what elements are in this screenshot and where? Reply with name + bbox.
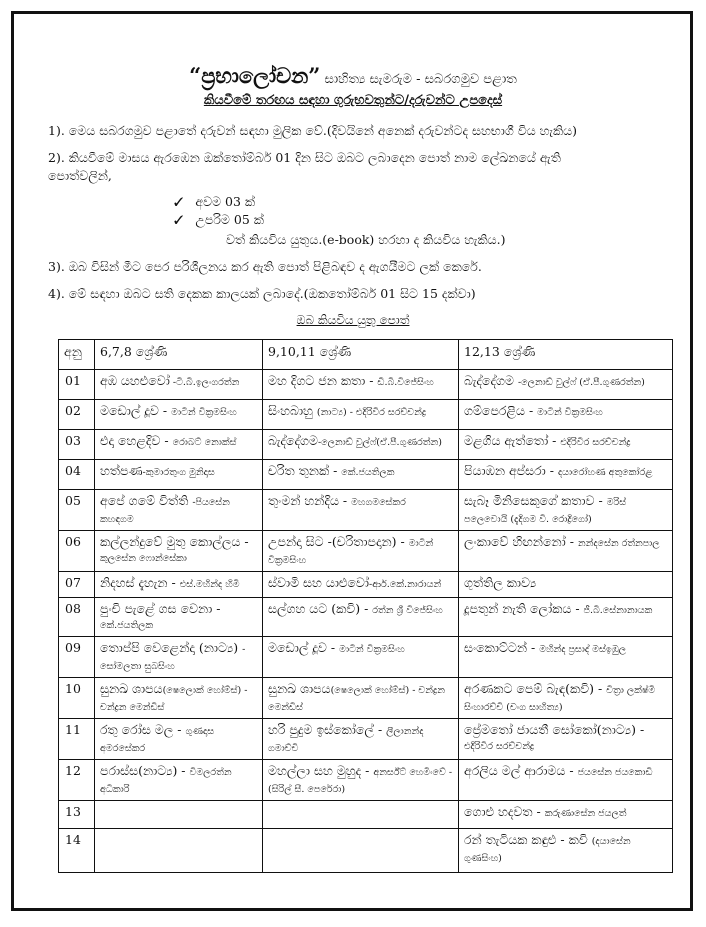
row-number: 04 bbox=[59, 460, 95, 490]
book-author: කුලසේන ෆොන්සේකා bbox=[100, 553, 187, 564]
book-author: -ටී.බී.ඉලංගරත්න bbox=[169, 377, 240, 388]
book-cell-col1 bbox=[95, 760, 263, 801]
book-list-table bbox=[58, 339, 673, 873]
book-cell-col2 bbox=[263, 598, 459, 637]
book-author: කරුණාසේන ජයලත් bbox=[544, 808, 627, 819]
book-cell-col2 bbox=[263, 430, 459, 460]
header-grade-9-11: 9,10,11 ශ්‍රේණි bbox=[263, 340, 459, 370]
instruction-1: 1). මෙය සබරගමුව පළාතේ දරුවන් සඳහා මුලික වේ.(දිවයිනේ අනෙක් දරුවන්ටද සහභාගී විය හැකිය) bbox=[48, 123, 578, 138]
check-icon: ✓ bbox=[174, 212, 184, 227]
book-cell-col1 bbox=[95, 598, 263, 637]
table-row bbox=[59, 801, 673, 829]
book-author: - සෝමලතා සුබසිංහ bbox=[100, 644, 246, 672]
book-author: -ලෙනාඩ් වුල්ෆ්(ඒ.පී.ගුණරත්න) bbox=[317, 437, 442, 448]
book-cell-col3 bbox=[459, 801, 673, 829]
book-author: ගුණදාස අමරසේකර bbox=[100, 726, 215, 754]
book-cell-col3 bbox=[459, 678, 673, 719]
table-row bbox=[59, 400, 673, 430]
book-cell-col2 bbox=[263, 760, 459, 801]
book-author: රත්න ශ්‍රී විජේසිංහ bbox=[372, 605, 443, 616]
row-number: 03 bbox=[59, 430, 95, 460]
book-cell-col2 bbox=[263, 572, 459, 598]
book-author: රොබට් නොක්ස් bbox=[172, 437, 237, 448]
book-author: (දයාසේන ගුණසිංහ) bbox=[464, 836, 631, 864]
row-number: 11 bbox=[59, 719, 95, 760]
book-author: (ෂෙලොක් හෝම්ස්) - චන්ද්‍රන මෙන්ඩිස් bbox=[100, 685, 248, 713]
book-title: අරණකට පෙම් බැඳ(කවි) - bbox=[464, 681, 607, 696]
book-cell-col1 bbox=[95, 400, 263, 430]
book-cell-col3 bbox=[459, 490, 673, 531]
book-title: කල්ලන්දුවේ මුතු කොල්ලය - bbox=[100, 534, 249, 549]
row-number: 05 bbox=[59, 490, 95, 531]
book-author: නන්දසේන රත්නපාල bbox=[577, 538, 660, 549]
book-title: තොප්පි වෙළෙන්දා (නාට්‍ය) bbox=[100, 640, 243, 655]
book-author: එදිරිවීර සරච්චන්ද්‍ර bbox=[464, 741, 535, 752]
book-title: බැද්දේගම bbox=[268, 433, 318, 448]
table-row bbox=[59, 760, 673, 801]
book-title: සැබෑ මිනිසෙකුගේ කතාව - bbox=[464, 493, 607, 508]
book-title: මහ දිගට ජන කතා - bbox=[268, 373, 378, 388]
book-author: චිත්‍රා ලක්ෂ්මී සිංහාරච්චි (චංග සාහිත්‍ය) bbox=[464, 685, 656, 713]
title-main: “ප්‍රභාලෝචන” bbox=[189, 63, 321, 88]
book-cell-col1 bbox=[95, 678, 263, 719]
book-author: -පියසේන කහඳගම bbox=[100, 497, 230, 525]
book-title: මඩොල් දූව - bbox=[268, 640, 340, 655]
book-title: උපන්දා සිට -(චරිතාපදාන) - bbox=[268, 534, 409, 549]
book-author: කේ.ජයතිලක bbox=[341, 467, 395, 478]
book-title: අරලිය මල් ආරාමය - bbox=[464, 763, 578, 778]
book-title: බැද්දේගම bbox=[464, 373, 518, 388]
book-cell-col1 bbox=[95, 430, 263, 460]
book-title: මඩොල් දූව - bbox=[100, 403, 172, 418]
book-cell-col2 bbox=[263, 678, 459, 719]
table-row bbox=[59, 490, 673, 531]
book-title: චරිත තුනක් - bbox=[268, 463, 342, 478]
book-cell-col1 bbox=[95, 460, 263, 490]
row-number: 06 bbox=[59, 531, 95, 572]
book-author: විමලරත්න අධිකාරි bbox=[100, 767, 232, 795]
book-author: ජයසේන ජයකොඩි bbox=[577, 767, 653, 778]
row-number: 14 bbox=[59, 829, 95, 873]
book-cell-col3 bbox=[459, 637, 673, 678]
book-title: සිංහබාහු bbox=[268, 403, 317, 418]
book-author: ඩී.බී.විජේසිංහ bbox=[377, 377, 434, 388]
table-row bbox=[59, 460, 673, 490]
book-cell-col2 bbox=[263, 400, 459, 430]
check-item-max bbox=[174, 212, 264, 228]
book-author: මාටින් වික්‍රමසිංහ bbox=[171, 407, 237, 418]
books-heading: ඔබ කියවිය යුතු පොත් bbox=[296, 313, 410, 327]
book-author: එස්.මහින්ද හිමි bbox=[179, 579, 240, 590]
book-cell-col2 bbox=[263, 719, 459, 760]
book-cell-col2 bbox=[263, 370, 459, 400]
instruction-2-line2: පොත්වලින්, bbox=[48, 168, 112, 183]
book-cell-col2 bbox=[263, 460, 459, 490]
book-author: මාටින් වික්‍රමසිංහ bbox=[537, 407, 603, 418]
book-title: රන් තැටියක කඳුළු - කවි bbox=[464, 832, 592, 847]
book-title: තුංමන් හන්දිය - bbox=[268, 493, 352, 508]
book-cell-col3 bbox=[459, 460, 673, 490]
book-title: ගොළු හදවත - bbox=[464, 804, 545, 819]
book-cell-col2 bbox=[263, 490, 459, 531]
book-cell-col3 bbox=[459, 430, 673, 460]
book-cell-col2 bbox=[263, 829, 459, 873]
book-title: පරාස්ස(නාට්‍ය) - bbox=[100, 763, 190, 778]
table-row bbox=[59, 430, 673, 460]
book-author: මාටින් වික්‍රමසිංහ bbox=[268, 538, 434, 566]
book-title: අඹ යහළුවෝ bbox=[100, 373, 170, 388]
instruction-2-line3: වත් කියවිය යුතුය.(e-book) හරහා ද කියවිය හැකිය.) bbox=[226, 232, 506, 247]
book-cell-col3 bbox=[459, 572, 673, 598]
book-title: පියාඹන අප්සරා - bbox=[464, 463, 558, 478]
book-cell-col3 bbox=[459, 598, 673, 637]
table-row bbox=[59, 829, 673, 873]
book-author: මරිස් පලෙවොයි (දැදිගම වී. රොද්‍රිගෝ) bbox=[464, 497, 627, 525]
book-author: ජී.බී.සේනානායක bbox=[583, 605, 653, 616]
book-title: හත්පණ bbox=[100, 463, 143, 478]
book-author: එදිරිවීර සරච්චන්ද්‍ර bbox=[560, 437, 631, 448]
book-author: (ෂෙලොක් හෝම්ස්) - චන්ද්‍රන මෙන්ඩිස් bbox=[268, 685, 445, 713]
table-row bbox=[59, 531, 673, 572]
row-number: 09 bbox=[59, 637, 95, 678]
book-title: ගුත්තිල කාව්‍ය bbox=[464, 575, 537, 590]
instruction-4: 4). මේ සඳහා ඔබට සති දෙකක කාලයක් ලබාදේ.(ඔකතෝම්බර් 01 සිට 15 දක්වා) bbox=[48, 286, 476, 301]
book-cell-col3 bbox=[459, 531, 673, 572]
check-item-min bbox=[174, 194, 255, 210]
book-author: දයාරෝහණ අතුකෝරළ bbox=[557, 467, 653, 478]
table-row bbox=[59, 719, 673, 760]
page-subtitle: කියවීමේ තරඟය සඳහා ගුරුභවතුන්ට/දරුවන්ට උපදෙස් bbox=[203, 93, 503, 108]
book-author: අනර්ස්ට් හෙමිංවේ - (සිරිල් සී. පෙරේරා) bbox=[268, 767, 453, 795]
book-title: නිදහස් දැහැන - bbox=[100, 575, 180, 590]
book-title: ප්‍රේමතෝ ජායතී සෝකෝ(නාට්‍ය) - bbox=[464, 722, 645, 737]
row-number: 10 bbox=[59, 678, 95, 719]
book-cell-col3 bbox=[459, 370, 673, 400]
row-number: 08 bbox=[59, 598, 95, 637]
row-number: 01 bbox=[59, 370, 95, 400]
book-cell-col2 bbox=[263, 801, 459, 829]
book-title: සුනඛ ශාපය bbox=[100, 681, 163, 696]
table-row bbox=[59, 598, 673, 637]
instruction-3: 3). ඔබ විසින් මීට පෙර පරිශීලනය කර ඇති පොත් පිළිබඳව ද ඇගයීමට ලක් කෙරේ. bbox=[48, 259, 482, 274]
book-title: රතු රෝස මල - bbox=[100, 722, 186, 737]
book-title: සුනඛ ශාපය bbox=[268, 681, 331, 696]
book-cell-col1 bbox=[95, 637, 263, 678]
book-cell-col1 bbox=[95, 370, 263, 400]
book-title: පුංචි පැළේ ගස වෙනා - bbox=[100, 601, 221, 616]
book-author: -ලෙනාඩ් වුල්ෆ් (ඒ.පී.ගුණරත්න) bbox=[517, 377, 645, 388]
table-row bbox=[59, 572, 673, 598]
book-cell-col1 bbox=[95, 719, 263, 760]
book-title: මළගිය ඇත්තෝ - bbox=[464, 433, 561, 448]
book-author: මහගමසේකර bbox=[351, 497, 406, 508]
book-title: සංකොට්ටන් - bbox=[464, 640, 540, 655]
row-number: 02 bbox=[59, 400, 95, 430]
book-title: ගම්පෙරළිය - bbox=[464, 403, 538, 418]
book-title: හරි පුදුම ඉස්කෝලේ - bbox=[268, 722, 387, 737]
table-row bbox=[59, 678, 673, 719]
book-author: -කුමාරතුංග මුනිදාස bbox=[142, 467, 215, 478]
page-title bbox=[0, 63, 706, 89]
book-cell-col1 bbox=[95, 829, 263, 873]
book-title: දූපතුන් නැති ලෝකය - bbox=[464, 601, 584, 616]
book-title: එදා හෙළදිව - bbox=[100, 433, 173, 448]
check-text-min: අවම 03 ක් bbox=[195, 194, 256, 209]
book-cell-col3 bbox=[459, 829, 673, 873]
row-number: 12 bbox=[59, 760, 95, 801]
table-row bbox=[59, 637, 673, 678]
check-icon: ✓ bbox=[174, 194, 184, 209]
book-title: සල්ගහ යට (කවි) - bbox=[268, 601, 373, 616]
instruction-2-line1: 2). කියවීමේ මාසය ඇරඹෙන ඔක්තෝම්බර් 01 දින සිට ඔබට ලබාදෙන පොත් නාම ලේඛනයේ ඇති bbox=[48, 150, 561, 165]
book-cell-col2 bbox=[263, 637, 459, 678]
book-cell-col1 bbox=[95, 801, 263, 829]
table-row bbox=[59, 370, 673, 400]
book-cell-col1 bbox=[95, 531, 263, 572]
book-cell-col3 bbox=[459, 400, 673, 430]
book-author: ලීලානන්ද ගමාච්චි bbox=[268, 726, 424, 754]
book-author: මාටින් වික්‍රමසිංහ bbox=[339, 644, 405, 655]
book-title: මහල්ලා සහ මුහුද - bbox=[268, 763, 374, 778]
row-number: 13 bbox=[59, 801, 95, 829]
book-author: (නාට්‍ය) - එදිරිවීර සරච්චන්ද්‍ර bbox=[316, 407, 427, 418]
book-cell-col3 bbox=[459, 760, 673, 801]
book-title: ලංකාවේ හිඟන්නෝ - bbox=[464, 534, 578, 549]
book-cell-col1 bbox=[95, 572, 263, 598]
check-text-max: උපරිම 05 ක් bbox=[195, 212, 264, 227]
title-rest: සාහිත්‍ය සැමරුම - සබරගමුව පළාත bbox=[320, 72, 517, 87]
header-number: අනු bbox=[59, 340, 95, 370]
book-title: අපේ ගමේ විත්ති bbox=[100, 493, 193, 508]
header-grade-6-8: 6,7,8 ශ්‍රේණි bbox=[95, 340, 263, 370]
book-cell-col3 bbox=[459, 719, 673, 760]
book-cell-col1 bbox=[95, 490, 263, 531]
header-grade-12-13: 12,13 ශ්‍රේණි bbox=[459, 340, 673, 370]
row-number: 07 bbox=[59, 572, 95, 598]
book-cell-col2 bbox=[263, 531, 459, 572]
book-author: -ආර්.කේ.නාරායන් bbox=[369, 579, 442, 590]
book-author: කේ.ජයතිලක bbox=[100, 620, 154, 631]
book-title: ස්වාමි සහ යාළුවෝ bbox=[268, 575, 370, 590]
book-author: මහින්ද ප්‍රසාද් මස්ඉඹුල bbox=[539, 644, 627, 655]
